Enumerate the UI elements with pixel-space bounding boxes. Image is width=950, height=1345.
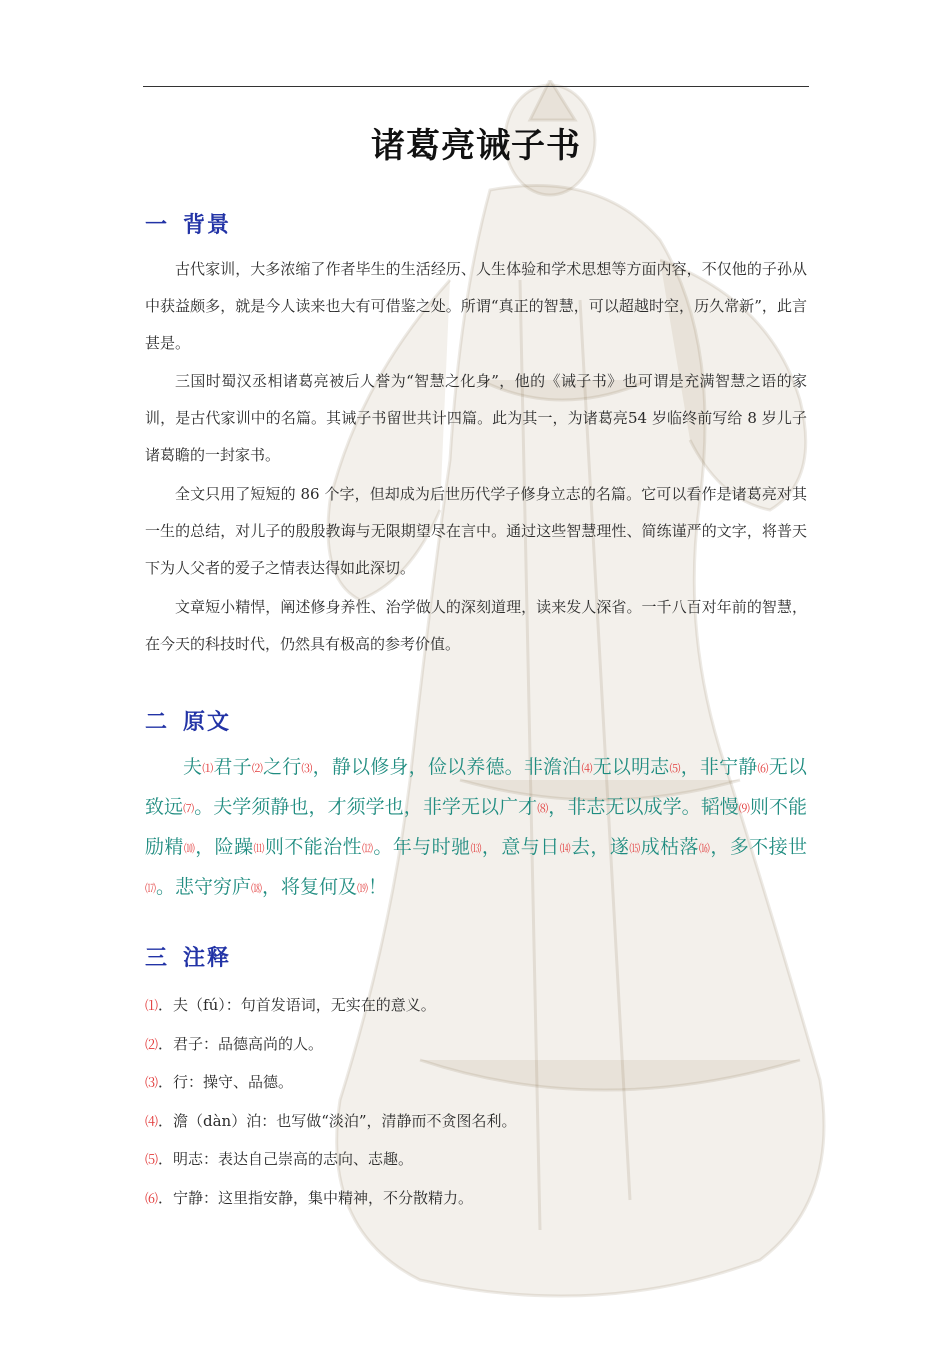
reference-marker: ⑻ (537, 802, 549, 815)
annotation-item (145, 1064, 807, 1103)
original-text-segment: ！ (368, 876, 388, 898)
annotation-item (145, 987, 807, 1026)
annotation-text: ．明志：表达自己崇高的志向、志趣。 (158, 1150, 414, 1168)
original-text-segment: ，静以修身，俭以养德。非澹泊 (312, 756, 582, 778)
annotation-text: ．行：操守、品德。 (158, 1073, 294, 1091)
original-text-segment: ，将复何及 (262, 876, 358, 898)
annotation-marker: ⑵ (145, 1037, 159, 1053)
annotation-text: ．宁静：这里指安静，集中精神，不分散精力。 (158, 1188, 474, 1207)
annotation-text: ．君子：品德高尚的人。 (158, 1034, 324, 1053)
reference-marker: ⑽ (183, 842, 196, 855)
reference-marker: ⒅ (251, 882, 263, 895)
annotation-item (145, 1026, 807, 1065)
annotation-marker: ⑸ (145, 1153, 159, 1168)
reference-marker: ⒀ (470, 842, 482, 855)
reference-marker: ⒄ (145, 882, 156, 895)
original-text-segment: 夫 (183, 756, 203, 778)
section-heading-annotations (145, 941, 231, 972)
original-text-segment: 。悲守穷庐 (156, 876, 252, 898)
header-rule (143, 86, 809, 87)
original-text-segment: 则不能治性 (264, 836, 362, 858)
annotation-marker: ⑷ (145, 1114, 159, 1130)
reference-marker: ⑷ (581, 762, 593, 775)
page-title: 诸葛亮诫子书 (371, 126, 581, 166)
original-text-segment: 无以致远 (145, 756, 807, 818)
original-text-segment: 之行 (263, 756, 302, 778)
original-text-segment: ，多不接世 (710, 836, 807, 858)
reference-marker: ⑺ (183, 802, 195, 815)
reference-marker: ⒃ (698, 842, 711, 855)
reference-marker: ⒂ (629, 842, 641, 855)
section-title: 注释 (183, 946, 232, 971)
annotation-item (145, 1180, 807, 1219)
original-text-segment: ，意与日 (481, 836, 560, 858)
section-title: 背景 (183, 213, 232, 238)
background-paragraph: 古代家训，大多浓缩了作者毕生的生活经历、人生体验和学术思想等方面内容，不仅他的子孙从中获益颇多，就是今人读来也大有可借鉴之处。所谓“真正的智慧，可以超越时空，历久常新”，此言甚是。 (145, 260, 807, 352)
annotation-marker: ⑶ (145, 1076, 159, 1091)
annotation-text: ．澹（dàn）泊：也写做“淡泊”，清静而不贪图名利。 (158, 1111, 517, 1130)
reference-marker: ⒁ (559, 842, 571, 855)
original-text (145, 748, 807, 908)
original-text-segment: 无以明志 (592, 756, 670, 778)
section-number: 二 (145, 710, 170, 735)
section-heading-background (145, 208, 231, 239)
annotation-marker: ⑴ (145, 999, 159, 1014)
original-text-segment: 成枯落 (640, 836, 699, 858)
section-heading-original (145, 705, 231, 736)
reference-marker: ⑸ (669, 762, 681, 775)
reference-marker: ⑹ (757, 762, 769, 775)
section-number: 一 (145, 213, 170, 238)
original-text-segment: 君子 (213, 756, 252, 778)
annotation-item (145, 1141, 807, 1180)
section-title: 原文 (183, 710, 232, 735)
reference-marker: ⑴ (202, 762, 214, 775)
background-paragraph: 三国时蜀汉丞相诸葛亮被后人誉为“智慧之化身”，他的《诫子书》也可谓是充满智慧之语的家训，是古代家训中的名篇。其诫子书留世共计四篇。此为其一，为诸葛亮54 岁临终前写给 8 岁儿子诸葛瞻的一封家书。 (145, 372, 807, 464)
section-number: 三 (145, 946, 170, 971)
annotation-item (145, 1103, 807, 1142)
reference-marker: ⑶ (301, 762, 313, 775)
reference-marker: ⑿ (362, 842, 374, 855)
original-text-segment: ，非宁静 (680, 756, 758, 778)
reference-marker: ⑼ (738, 802, 750, 815)
annotation-list (145, 987, 807, 1218)
reference-marker: ⒆ (357, 882, 369, 895)
original-text-segment: 。年与时驰 (373, 836, 471, 858)
original-text-segment: ，险躁 (195, 836, 254, 858)
reference-marker: ⑵ (251, 762, 264, 775)
annotation-text: ．夫（fú）：句首发语词，无实在的意义。 (158, 996, 436, 1014)
original-text-segment: 去，遂 (571, 836, 630, 858)
original-text-segment: ，非志无以成学。韬慢 (548, 796, 739, 818)
original-text-segment: 。夫学须静也，才须学也，非学无以广才 (194, 796, 538, 818)
reference-marker: ⑾ (253, 842, 265, 855)
background-paragraph: 全文只用了短短的 86 个字，但却成为后世历代学子修身立志的名篇。它可以看作是诸葛亮对其一生的总结，对儿子的殷殷教诲与无限期望尽在言中。通过这些智慧理性、简练谨严的文字，将普天下为人父者的爱子之情表达得如此深切。 (145, 485, 807, 577)
annotation-marker: ⑹ (145, 1191, 159, 1207)
background-paragraph: 文章短小精悍，阐述修身养性、治学做人的深刻道理，读来发人深省。一千八百对年前的智慧，在今天的科技时代，仍然具有极高的参考价值。 (145, 598, 807, 653)
original-text-segment: 则不能励精 (145, 796, 807, 858)
